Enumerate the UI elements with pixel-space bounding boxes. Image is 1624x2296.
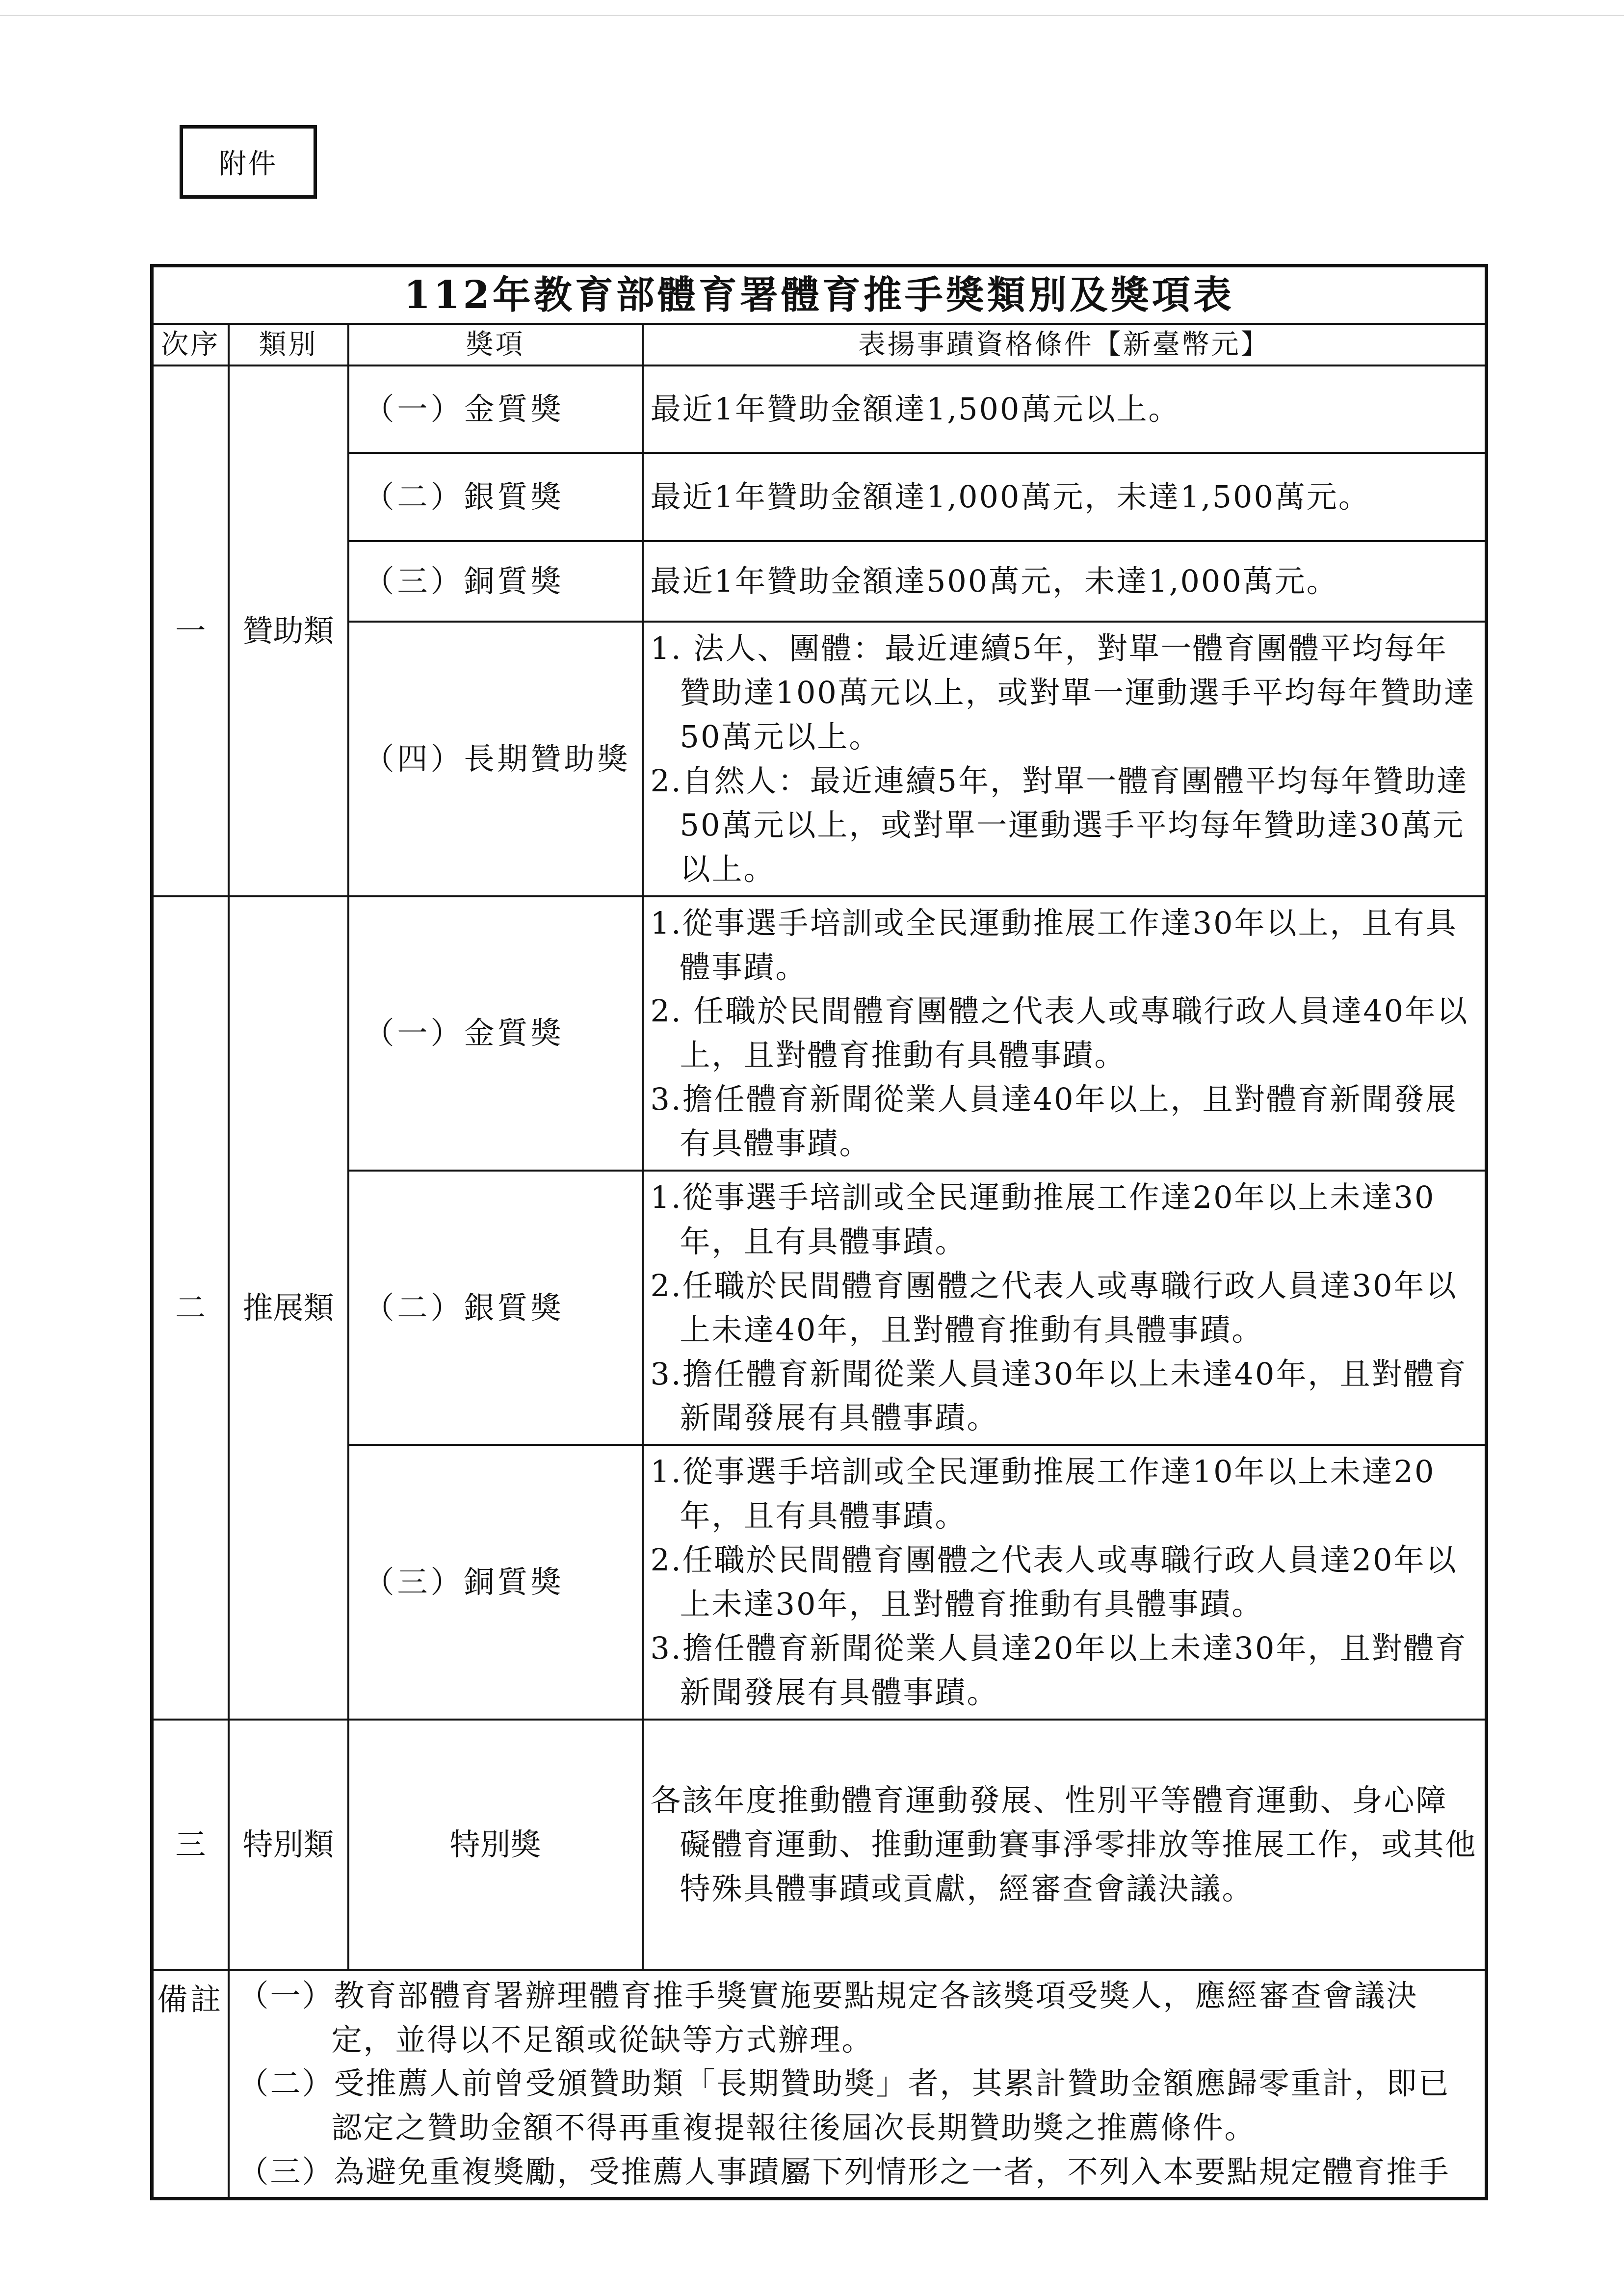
criteria-item: 2.自然人：最近連續5年，對單一體育團體平均每年贊助達50萬元以上，或對單一運動選手平均每年贊助達30萬元以上。 bbox=[650, 762, 1469, 887]
group-order: 一 bbox=[152, 365, 229, 896]
award-criteria bbox=[643, 1445, 1487, 1719]
criteria-item: 1.從事選手培訓或全民運動推展工作達10年以上未達20年，且有具體事蹟。 bbox=[650, 1454, 1436, 1534]
notes-content bbox=[229, 1970, 1487, 2199]
header-category: 類別 bbox=[229, 324, 348, 365]
award-criteria bbox=[643, 622, 1487, 896]
table-row bbox=[152, 1720, 1487, 1970]
criteria-item: 1.從事選手培訓或全民運動推展工作達30年以上，且有具體事蹟。 bbox=[650, 905, 1458, 985]
criteria-item: 1. 法人、團體：最近連續5年，對單一體育團體平均每年贊助達100萬元以上，或對單一運動選手平均每年贊助達50萬元以上。 bbox=[650, 630, 1476, 755]
header-criteria: 表揚事蹟資格條件【新臺幣元】 bbox=[643, 324, 1487, 365]
header-order: 次序 bbox=[152, 324, 229, 365]
criteria-item: 最近1年贊助金額達1,500萬元以上。 bbox=[650, 391, 1180, 427]
criteria-item: 3.擔任體育新聞從業人員達20年以上未達30年，且對體育新聞發展有具體事蹟。 bbox=[650, 1630, 1467, 1710]
table-row bbox=[152, 1445, 1487, 1719]
notes-label: 備註 bbox=[152, 1970, 229, 2199]
criteria-item: 3.擔任體育新聞從業人員達40年以上，且對體育新聞發展有具體事蹟。 bbox=[650, 1081, 1458, 1162]
table-row bbox=[152, 365, 1487, 453]
scan-edge-line bbox=[0, 15, 1624, 16]
award-name: （三）銅質獎 bbox=[348, 541, 643, 622]
group-category: 贊助類 bbox=[229, 365, 348, 896]
criteria-item: 2.任職於民間體育團體之代表人或專職行政人員達20年以上未達30年，且對體育推動有具體事蹟。 bbox=[650, 1542, 1458, 1622]
award-name: （一）金質獎 bbox=[348, 365, 643, 453]
note-item: （三）為避免重複獎勵，受推薦人事蹟屬下列情形之一者，不列入本要點規定體育推手 bbox=[238, 2154, 1450, 2190]
attachment-label: 附件 bbox=[180, 125, 317, 199]
criteria-item: 最近1年贊助金額達1,000萬元，未達1,500萬元。 bbox=[650, 479, 1370, 515]
table-title: 112年教育部體育署體育推手獎類別及獎項表 bbox=[152, 266, 1487, 324]
table-row bbox=[152, 896, 1487, 1171]
award-criteria bbox=[643, 1720, 1487, 1970]
table-row bbox=[152, 1171, 1487, 1445]
awards-table bbox=[150, 264, 1488, 2200]
award-name: （一）金質獎 bbox=[348, 896, 643, 1171]
note-item: （一）教育部體育署辦理體育推手獎實施要點規定各該獎項受獎人，應經審查會議決定，並得以不足額或從缺等方式辦理。 bbox=[238, 1977, 1418, 2058]
table-row bbox=[152, 541, 1487, 622]
award-criteria bbox=[643, 896, 1487, 1171]
criteria-item: 2. 任職於民間體育團體之代表人或專職行政人員達40年以上，且對體育推動有具體事蹟。 bbox=[650, 993, 1469, 1073]
group-category: 特別類 bbox=[229, 1720, 348, 1970]
table-row bbox=[152, 622, 1487, 896]
award-name: （二）銀質獎 bbox=[348, 1171, 643, 1445]
award-criteria bbox=[643, 453, 1487, 541]
award-name: （四）長期贊助獎 bbox=[348, 622, 643, 896]
criteria-item: 各該年度推動體育運動發展、性別平等體育運動、身心障礙體育運動、推動運動賽事淨零排放等推展工作，或其他特殊具體事蹟或貢獻，經審查會議決議。 bbox=[650, 1782, 1477, 1906]
award-criteria bbox=[643, 541, 1487, 622]
note-item: （二）受推薦人前曾受頒贊助類「長期贊助獎」者，其累計贊助金額應歸零重計，即已認定之贊助金額不得再重複提報往後屆次長期贊助獎之推薦條件。 bbox=[238, 2065, 1450, 2146]
header-award: 獎項 bbox=[348, 324, 643, 365]
award-criteria bbox=[643, 365, 1487, 453]
award-name: （三）銅質獎 bbox=[348, 1445, 643, 1719]
table-row bbox=[152, 453, 1487, 541]
group-order: 二 bbox=[152, 896, 229, 1720]
group-category: 推展類 bbox=[229, 896, 348, 1720]
criteria-item: 3.擔任體育新聞從業人員達30年以上未達40年，且對體育新聞發展有具體事蹟。 bbox=[650, 1356, 1467, 1436]
award-name: 特別獎 bbox=[348, 1720, 643, 1970]
award-name: （二）銀質獎 bbox=[348, 453, 643, 541]
award-criteria bbox=[643, 1171, 1487, 1445]
criteria-item: 1.從事選手培訓或全民運動推展工作達20年以上未達30年，且有具體事蹟。 bbox=[650, 1179, 1436, 1259]
notes-row bbox=[152, 1970, 1487, 2199]
group-order: 三 bbox=[152, 1720, 229, 1970]
criteria-item: 最近1年贊助金額達500萬元，未達1,000萬元。 bbox=[650, 563, 1338, 600]
criteria-item: 2.任職於民間體育團體之代表人或專職行政人員達30年以上未達40年，且對體育推動有具體事蹟。 bbox=[650, 1267, 1458, 1348]
